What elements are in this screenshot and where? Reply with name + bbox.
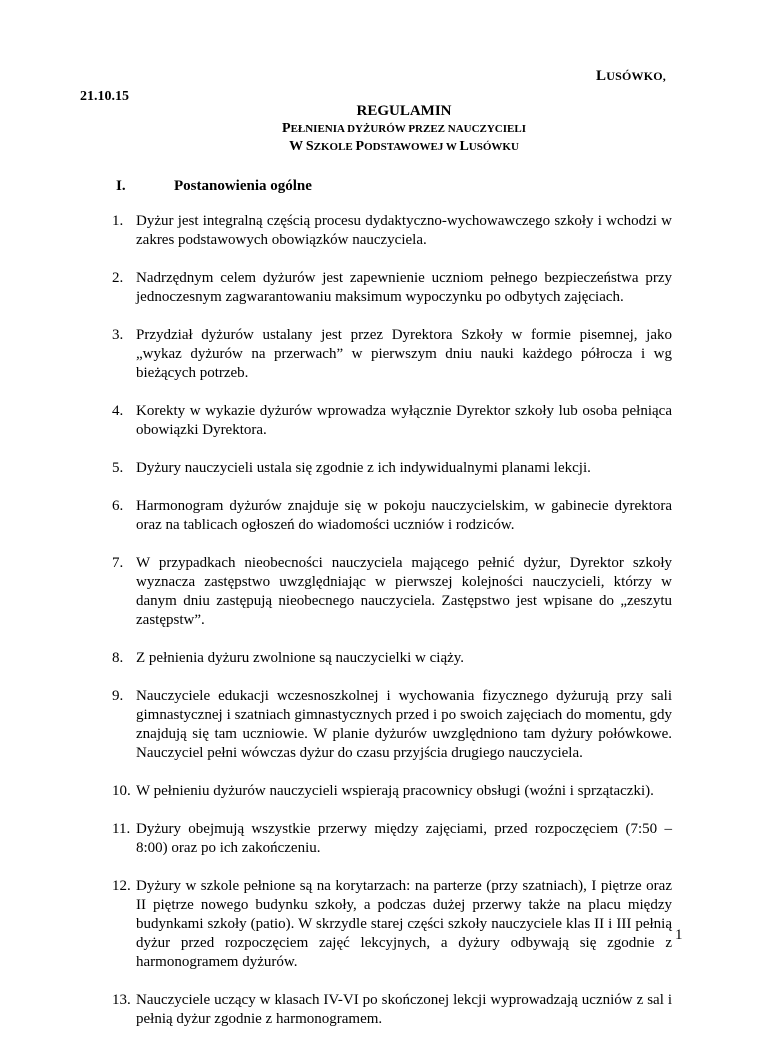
- subtitle-cap: W: [289, 139, 304, 154]
- subtitle-cap: P: [355, 139, 365, 154]
- section-numeral: I.: [116, 178, 126, 194]
- item-number: 13.: [112, 992, 131, 1008]
- item-text: Nadrzędnym celem dyżurów jest zapewnienie uczniom pełnego bezpieczeństwa przy jednoczesnym zagwarantowaniu maksimum wypoczynku po odbytych zajęciach.: [136, 270, 672, 305]
- item-number: 3.: [112, 327, 124, 343]
- item-number: 12.: [112, 878, 131, 894]
- item-text: Nauczyciele edukacji wczesnoszkolnej i wychowania fizycznego dyżurują przy sali gimnastycznej i szatniach gimnastycznych przed i po swoich zajęciach do momentu, gdy znajdują się tam uczniowie. W planie dyżurów uwzględniono tam dyżury połówkowe. Nauczyciel pełni wówczas dyżur do czasu przyjścia drugiego nauczyciela.: [136, 688, 672, 761]
- section-title: Postanowienia ogólne: [174, 178, 312, 194]
- document-date: 21.10.15: [80, 89, 129, 104]
- item-text: Dyżury w szkole pełnione są na korytarzach: na parterze (przy szatniach), I piętrze oraz II piętrze nowego budynku szkoły, a podczas dużej przerwy także na placu między budynkami szkoły (patio). W skrzydle starej części szkoły nauczyciele klas II i III pełnią dyżur przed rozpoczęciem zajęć lekcyjnych, a dyżury odbywają się zgodnie z harmonogramem dyżurów.: [136, 878, 672, 970]
- list-item: [112, 877, 672, 972]
- place-rest: USÓWKO,: [606, 69, 666, 83]
- list-item: [112, 991, 672, 1029]
- subtitle-line-1: [40, 120, 768, 138]
- subtitle-text: USÓWKU: [468, 141, 519, 153]
- list-item: [112, 326, 672, 383]
- item-number: 2.: [112, 270, 124, 286]
- subtitle-line-2: [40, 138, 768, 156]
- list-item: [112, 687, 672, 763]
- item-number: 9.: [112, 688, 124, 704]
- subtitle-cap: L: [459, 139, 469, 154]
- list-item: [112, 269, 672, 307]
- list-item: [112, 402, 672, 440]
- item-text: Dyżury obejmują wszystkie przerwy między zajęciami, przed rozpoczęciem (7:50 – 8:00) oraz po ich zakończeniu.: [136, 821, 672, 856]
- item-text: Przydział dyżurów ustalany jest przez Dyrektora Szkoły w formie pisemnej, jako „wykaz dyżurów na przerwach” w pierwszym dniu nauki każdego półrocza i wg bieżących potrzeb.: [136, 327, 672, 381]
- subtitle-text: ODSTAWOWEJ W: [364, 141, 460, 153]
- document-place: [596, 67, 666, 86]
- item-text: Nauczyciele uczący w klasach IV-VI po skończonej lekcji wyprowadzają uczniów z sal i pełnią dyżur zgodnie z harmonogramem.: [136, 992, 672, 1027]
- list-item: [112, 649, 672, 668]
- list-item: [112, 497, 672, 535]
- page-number: 1: [675, 927, 683, 943]
- item-number: 6.: [112, 498, 124, 514]
- item-text: Harmonogram dyżurów znajduje się w pokoju nauczycielskim, w gabinecie dyrektora oraz na tablicach ogłoszeń do wiadomości uczniów i rodziców.: [136, 498, 672, 533]
- item-number: 11.: [112, 821, 131, 837]
- rules-list: [112, 212, 672, 1048]
- section-heading: [116, 177, 312, 196]
- item-text: Dyżur jest integralną częścią procesu dydaktyczno-wychowawczego szkoły i wchodzi w zakres podstawowych obowiązków nauczyciela.: [136, 213, 672, 248]
- item-text: Z pełnienia dyżuru zwolnione są nauczycielki w ciąży.: [136, 650, 465, 666]
- title-block: [0, 102, 768, 156]
- subtitle-cap: S: [305, 139, 314, 154]
- list-item: [112, 782, 672, 801]
- subtitle-cap: P: [282, 121, 291, 136]
- item-number: 10.: [112, 783, 131, 799]
- item-text: W pełnieniu dyżurów nauczycieli wspierają pracownicy obsługi (woźni i sprzątaczki).: [136, 783, 654, 799]
- list-item: [112, 820, 672, 858]
- item-number: 1.: [112, 213, 124, 229]
- list-item: [112, 212, 672, 250]
- place-initial: L: [596, 68, 607, 84]
- list-item: [112, 459, 672, 478]
- item-number: 4.: [112, 403, 124, 419]
- item-number: 7.: [112, 555, 124, 571]
- subtitle-text: ZKOLE: [313, 141, 356, 153]
- item-number: 8.: [112, 650, 124, 666]
- document-title: REGULAMIN: [356, 103, 452, 119]
- item-text: Dyżury nauczycieli ustala się zgodnie z ich indywidualnymi planami lekcji.: [136, 460, 591, 476]
- item-number: 5.: [112, 460, 124, 476]
- list-item: [112, 554, 672, 630]
- subtitle-text: EŁNIENIA DYŻURÓW PRZEZ NAUCZYCIELI: [290, 123, 526, 135]
- item-text: Korekty w wykazie dyżurów wprowadza wyłącznie Dyrektor szkoły lub osoba pełniąca obowiązki Dyrektora.: [136, 403, 672, 438]
- item-text: W przypadkach nieobecności nauczyciela mającego pełnić dyżur, Dyrektor szkoły wyznacza zastępstwo uwzględniając w pierwszej kolejności nauczycieli, którzy w danym dniu zastępują nieobecnego nauczyciela. Zastępstwo jest wpisane do „zeszytu zastępstw”.: [136, 555, 672, 628]
